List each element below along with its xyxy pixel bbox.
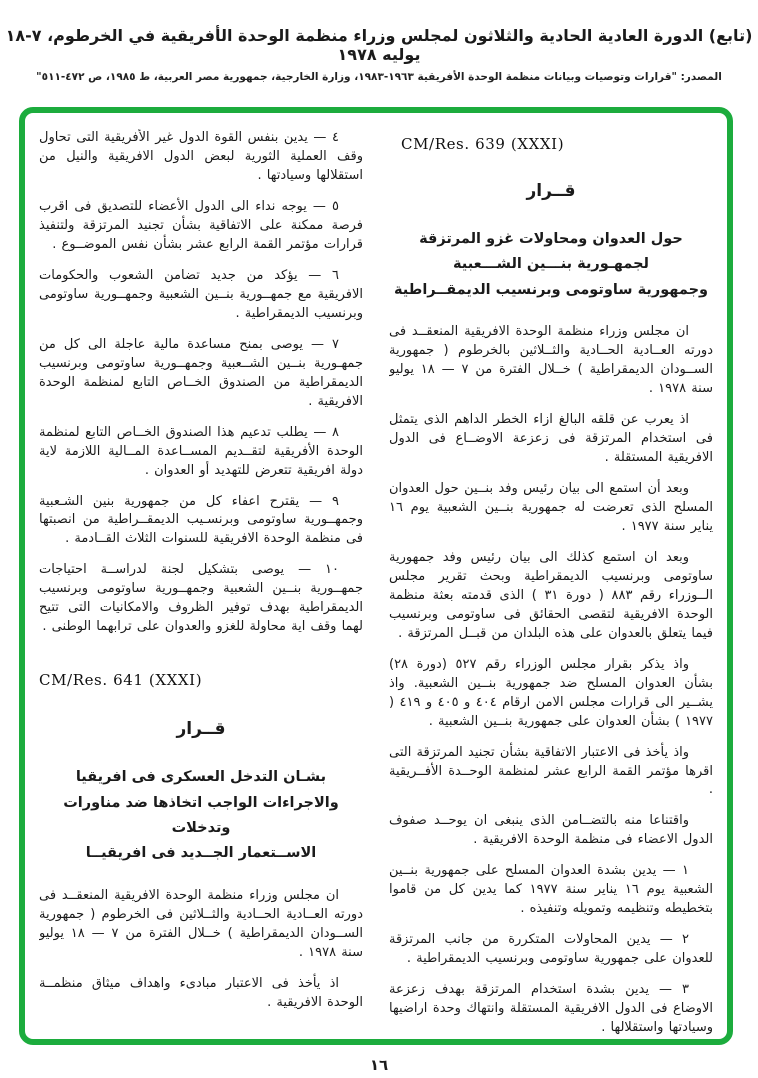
resolution-639-ref: CM/Res. 639 (XXXI)	[401, 135, 565, 153]
resolution-639-title-line: حول العدوان ومحاولات غزو المرتزقة	[419, 231, 683, 247]
resolution-641-title-line: والاجراءات الواجب اتخاذها ضد مناورات وتدخلات	[63, 794, 339, 837]
paragraph-operative-10: ١٠ — يوصى بتشكيل لجنة لدراســة احتياجات جمهــورية بنــين الشعبية وجمهــورية ساوتومى وبرنسيب الديمقراطية بهدف توفير الظروف والامكانيات التى تتيح لهما وقف اية محاولة للغزو والعدوان على ترابهما الوطنى .	[39, 562, 363, 635]
paragraph-preamble: ان مجلس وزراء منظمة الوحدة الافريقية المنعقــد فى دورته العــادية الحــادية والثــلاثين فى الخرطوم ( جمهورية الســودان الديمقراطية ) خــلال الفترة من ٧ — ١٨ يوليو سنة ١٩٧٨ .	[39, 887, 363, 960]
resolution-641-decision-word: قــرار	[176, 719, 226, 740]
paragraph-preamble: واقتناعا منه بالتضــامن الذى ينبغى ان يوحــد صفوف الدول الاعضاء فى منظمة الوحدة الافريقية .	[389, 813, 713, 848]
paragraph-operative-1: ١ — يدين بشدة العدوان المسلح على جمهورية بنــين الشعبية يوم ١٦ يناير سنة ١٩٧٧ كما يدين كل من قاموا بتخطيطه وتنظيمه وتمويله وتنفيذه .	[389, 863, 713, 917]
paragraph-operative-2: ٢ — يدين المحاولات المتكررة من جانب المرتزقة للعدوان على جمهورية ساوتومى وبرنسيب الديمقراطية .	[389, 932, 713, 967]
paragraph-operative-7: ٧ — يوصى بمنح مساعدة مالية عاجلة الى كل من جمهـورية بنــين الشــعبية وجمهــورية ساوتومى وبرنسيب الديمقراطية من الصندوق الخــاص التابع لمنظمة الوحدة الافريقية .	[39, 336, 363, 409]
resolution-639-title-line: وجمهورية ساوتومى وبرنسيب الديمقــراطية	[393, 281, 709, 298]
paragraph-preamble: اذ يعرب عن قلقه البالغ ازاء الخطر الداهم الذى يتمثل فى استخدام المرتزقة فى زعزعة الاوضــاع فى الدول الافريقية المستقلة .	[389, 412, 713, 465]
paragraph-preamble: واذ يأخذ فى الاعتبار الاتفاقية بشأن تجنيد المرتزقة التى اقرها مؤتمر القمة الرابع عشر لمنظمة الوحــدة الأفــريقية .	[389, 744, 713, 798]
paragraph-preamble: ان مجلس وزراء منظمة الوحدة الافريقية المنعقــد فى دورته العــادية الحــادية والثــلاثين بالخرطوم ( جمهورية الســودان الديمقراطية ) خــلال الفترة من ٧ — ١٨ يوليو سنة ١٩٧٨ .	[389, 324, 713, 397]
column-left	[39, 129, 363, 1039]
resolution-641-title-line: بشـان التدخل العسكرى فى افريقيا	[75, 769, 327, 786]
paragraph-operative-8: ٨ — يطلب تدعيم هذا الصندوق الخــاص التابع لمنظمة الوحدة الأفريقية لتقــديم المســاعدة المــالية اللازمة لاية دولة افريقية تتعرض للتهديد أو العدوان .	[39, 424, 363, 478]
green-frame	[19, 107, 733, 1045]
paragraph-operative-6: ٦ — يؤكد من جديد تضامن الشعوب والحكومات الافريقية مع جمهــورية بنــين الشعبية وجمهــورية ساوتومى وبرنسيب الديمقراطية .	[39, 267, 363, 321]
paragraph-operative-4: ٤ — يدين بنفس القوة الدول غير الأفريقية التى تحاول وقف العملية الثورية لبعض الدول الافريقية والنيل من استقلالها وسيادتها .	[39, 130, 363, 183]
two-column-text	[39, 129, 713, 1039]
paragraph-preamble: وبعد ان استمع كذلك الى بيان رئيس وفد جمهورية ساوتومى وبرنسيب الديمقراطية وبحث تقرير مجلس الــوزراء رقم ٨٨٣ ( دورة ٣١ ) الذى قدمته بعثة منظمة الوحدة الافريقية لتقصى الحقائق فى ساوتومى وبرنسيب فيما يتعلق بالعدوان على هذه البلدان من قبــل المرتزقة .	[389, 549, 713, 641]
page-number: ١٦	[369, 1056, 389, 1074]
paragraph-preamble: وبعد أن استمع الى بيان رئيس وفد بنــين حول العدوان المسلح الذى تعرضت له جمهورية بنــين الشعبية يوم ١٦ يناير سنة ١٩٧٧ .	[389, 480, 713, 534]
paragraph-operative-9: ٩ — يقترح اعفاء كل من جمهورية بنين الشـعبية وجمهــورية ساوتومى وبرنسـيب الديمقــراطية من انصبتها فى منظمة الوحدة الافريقية للسنوات الثلاث القــادمة .	[39, 493, 363, 547]
resolution-639-decision-word: قــرار	[526, 181, 576, 201]
paragraph-preamble: اذ يأخذ فى الاعتبار مبادىء واهداف ميثاق منظمــة الوحدة الافريقية .	[39, 975, 363, 1010]
resolution-639-title	[389, 227, 713, 303]
resolution-641-title-line: الاســتعمار الجــديد فى افريقيــا	[85, 845, 317, 862]
resolution-641-ref: CM/Res. 641 (XXXI)	[39, 671, 203, 690]
column-right	[389, 129, 713, 1039]
session-title: (تابع) الدورة العادية الحادية والثلاثون لمجلس وزراء منظمة الوحدة الأفريقية في الخرطوم، ٧-١٨ يوليه ١٩٧٨	[5, 26, 753, 64]
paragraph-operative-5: ٥ — يوجه نداء الى الدول الأعضاء للتصديق فى اقرب فرصة ممكنة على الاتفاقية بشأن تجنيد المرتزقة ولتنفيذ قرارات مؤتمر القمة الرابع عشر بشأن نفس الموضــوع .	[39, 198, 363, 252]
resolution-641-title	[39, 765, 363, 867]
document-header	[0, 0, 758, 83]
paragraph-preamble: واذ يذكر بقرار مجلس الوزراء رقم ٥٢٧ (دورة ٢٨) بشأن العدوان المسلح ضد جمهورية بنــين الشعبية. واذ يشــير الى قرارات مجلس الامن ارقام ٤٠٤ و ٤٠٥ و ٤١٩ ( ١٩٧٧ ) بشأن العدوان على جمهورية بنــين الشعبية .	[389, 656, 713, 729]
resolution-639-title-line: لجمهـورية بنـــين الشـــعبية	[453, 256, 649, 273]
paragraph-operative-3: ٣ — يدين بشدة استخدام المرتزقة بهدف زعزعة الاوضاع فى الدول الافريقية المستقلة وانتهاك وحدة اراضيها وسيادتها واستقلالها .	[389, 982, 713, 1036]
source-citation: المصدر: "قرارات وتوصيات وبيانات منظمة الوحدة الأفريقية ١٩٦٣-١٩٨٣، وزارة الخارجية، جمهورية مصر العربية، ط ١٩٨٥، ص ٤٧٢-٥١١"	[36, 71, 722, 83]
